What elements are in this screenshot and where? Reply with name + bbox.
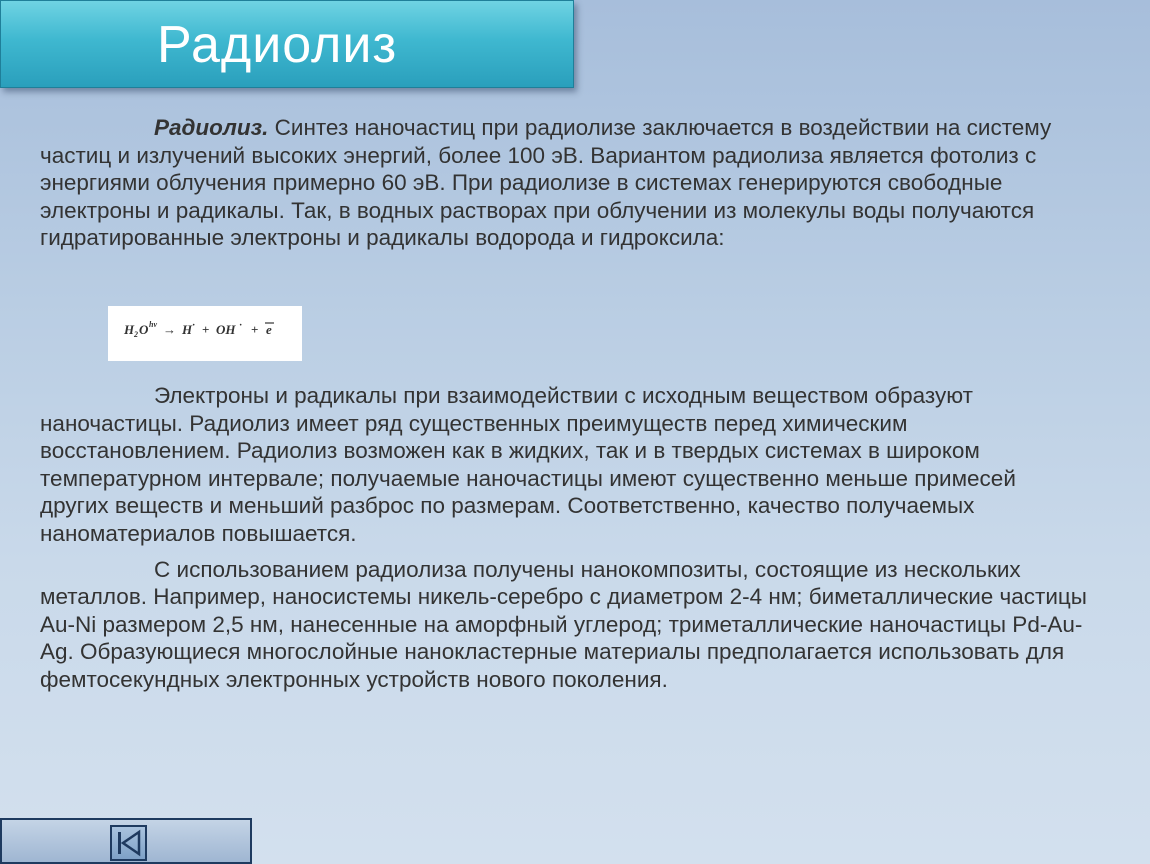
reaction-arrow: → (163, 322, 176, 337)
reactant-h: H (124, 322, 135, 337)
product-oh: OH (216, 322, 236, 337)
paragraph-nanocomposites: С использованием радиолиза получены нанокомпозиты, состоящие из нескольких металлов. Например, наносистемы никель-серебро с диаметром 2-4 нм; биметаллические частицы Au-Ni размером 2,5 нм, нанесенные на аморфный углерод; триметаллические наночастицы Pd-Au-Ag. Образующиеся многослойные нанокластерные материалы предполагается использовать для фемтосекундных электронных устройств нового поколения. (40, 556, 1087, 692)
back-to-start-button[interactable] (110, 825, 147, 861)
title-bar (0, 0, 574, 88)
plus-1: + (202, 322, 210, 337)
paragraph-intro-text: Синтез наночастиц при радиолизе заключается в воздействии на систему частиц и излучений высоких энергий, более 100 эВ. Вариантом радиолиза является фотолиз с энергиями облучения примерно 60 эВ. При радиолизе в системах генерируются свободные электроны и радикалы. Так, в водных растворах при облучении из молекулы воды получаются гидратированные электроны и радикалы водорода и гидроксила: (40, 115, 1052, 251)
reactant-o: O (139, 322, 149, 337)
lead-term: Радиолиз. (154, 115, 269, 140)
radical-dot-1: · (192, 320, 196, 331)
formula-image (108, 306, 302, 361)
radiation-hv: hv (149, 320, 157, 329)
paragraph-intro (40, 114, 1090, 252)
radical-dot-2: · (239, 320, 243, 331)
reaction-equation (108, 306, 302, 361)
reactant-sub: 2 (134, 330, 138, 339)
navigation-bar (0, 818, 252, 864)
product-electron: e (266, 322, 272, 337)
paragraph-advantages: Электроны и радикалы при взаимодействии с исходным веществом образуют наночастицы. Радиолиз имеет ряд существенных преимуществ перед химическим восстановлением. Радиолиз возможен как в жидких, так и в твердых системах в широком температурном интервале; получаемые наночастицы имеют существенно меньше примесей других веществ и меньший разброс по размерам. Соответственно, качество получаемых наноматериалов повышается. (40, 382, 1016, 546)
product-h: H (182, 322, 193, 337)
plus-2: + (251, 322, 259, 337)
slide-title: Радиолиз (157, 16, 398, 74)
slide-content (40, 114, 1090, 694)
back-to-start-icon (112, 827, 145, 859)
